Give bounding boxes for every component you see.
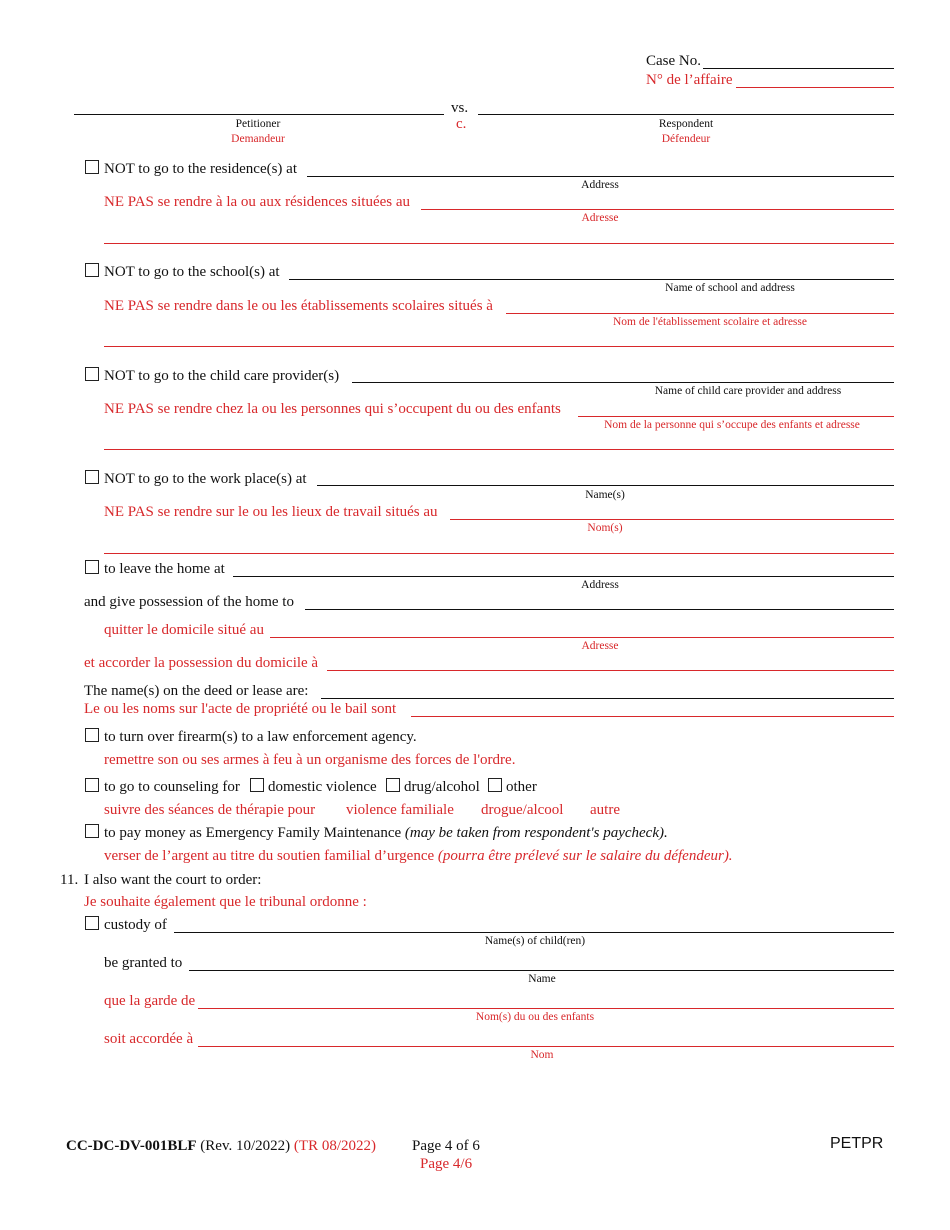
residence-address-field-fr[interactable] <box>421 209 894 210</box>
case-no-label: Case No. <box>646 53 701 69</box>
money-note: (may be taken from respondent's paycheck). <box>404 825 668 841</box>
granted-field-fr[interactable] <box>198 1046 894 1047</box>
work-checkbox[interactable] <box>85 470 99 484</box>
respondent-caption-fr: Défendeur <box>661 133 711 145</box>
deed-field[interactable] <box>321 698 894 699</box>
domestic-violence-label: domestic violence <box>268 779 377 795</box>
vs-label-fr: c. <box>456 116 467 132</box>
money-label-fr: verser de l’argent au titre du soutien familial d’urgence <box>104 848 435 864</box>
footer-tr: (TR 08/2022) <box>293 1138 376 1154</box>
home-caption-fr: Adresse <box>581 640 619 652</box>
home-address-field-fr[interactable] <box>270 637 894 638</box>
money-line <box>104 825 668 842</box>
section-11-heading-fr: Je souhaite également que le tribunal ordonne : <box>84 894 367 910</box>
section-11-heading: I also want the court to order: <box>84 872 262 888</box>
other-label-fr: autre <box>590 802 620 818</box>
firearms-label-fr: remettre son ou ses armes à feu à un organisme des forces de l'ordre. <box>104 752 516 768</box>
footer-code: PETPR <box>830 1135 884 1152</box>
school-caption: Name of school and address <box>665 282 795 294</box>
domestic-violence-label-fr: violence familiale <box>346 802 454 818</box>
home-possession-field[interactable] <box>305 609 894 610</box>
school-checkbox[interactable] <box>85 263 99 277</box>
deed-label: The name(s) on the deed or lease are: <box>84 683 309 699</box>
home-checkbox[interactable] <box>85 560 99 574</box>
case-no-field[interactable] <box>703 68 894 69</box>
school-extra-line[interactable] <box>104 346 894 347</box>
work-label-fr: NE PAS se rendre sur le ou les lieux de travail situés au <box>104 504 438 520</box>
other-label: other <box>506 779 537 795</box>
footer-page: Page 4 of 6 <box>412 1138 480 1154</box>
vs-label: vs. <box>451 100 469 116</box>
school-label-fr: NE PAS se rendre dans le ou les établissements scolaires situés à <box>104 298 493 314</box>
custody-label-fr: que la garde de <box>104 993 196 1009</box>
custody-field-fr[interactable] <box>198 1008 894 1009</box>
residence-address-field[interactable] <box>307 176 894 177</box>
residence-label-fr: NE PAS se rendre à la ou aux résidences situées au <box>104 194 411 210</box>
residence-checkbox[interactable] <box>85 160 99 174</box>
money-line-fr <box>104 848 733 865</box>
work-extra-line[interactable] <box>104 553 894 554</box>
case-no-field-fr[interactable] <box>736 87 894 88</box>
custody-checkbox[interactable] <box>85 916 99 930</box>
footer-rev: (Rev. 10/2022) <box>200 1138 291 1154</box>
childcare-field[interactable] <box>352 382 894 383</box>
work-caption: Name(s) <box>585 489 625 501</box>
home-label-fr: quitter le domicile situé au <box>104 622 264 638</box>
money-checkbox[interactable] <box>85 824 99 838</box>
petitioner-caption: Petitioner <box>235 118 281 130</box>
drug-alcohol-checkbox[interactable] <box>386 778 400 792</box>
home-possession-field-fr[interactable] <box>327 670 894 671</box>
petitioner-field[interactable] <box>74 114 444 115</box>
footer-page-fr: Page 4/6 <box>420 1156 473 1172</box>
home-label: to leave the home at <box>104 561 225 577</box>
childcare-field-fr[interactable] <box>578 416 894 417</box>
granted-caption: Name <box>528 973 556 985</box>
home-caption: Address <box>581 579 619 591</box>
granted-field[interactable] <box>189 970 894 971</box>
residence-label: NOT to go to the residence(s) at <box>104 161 298 177</box>
childcare-label-fr: NE PAS se rendre chez la ou les personnes qui s’occupent du ou des enfants <box>104 401 561 417</box>
residence-caption-fr: Adresse <box>581 212 619 224</box>
work-field[interactable] <box>317 485 894 486</box>
custody-caption-fr: Nom(s) du ou des enfants <box>475 1011 595 1023</box>
footer-form-id: CC-DC-DV-001BLF <box>66 1138 197 1154</box>
school-label: NOT to go to the school(s) at <box>104 264 280 280</box>
counseling-checkbox[interactable] <box>85 778 99 792</box>
drug-alcohol-label: drug/alcohol <box>404 779 480 795</box>
deed-field-fr[interactable] <box>411 716 894 717</box>
custody-label: custody of <box>104 917 167 933</box>
domestic-violence-checkbox[interactable] <box>250 778 264 792</box>
respondent-caption: Respondent <box>658 118 714 130</box>
section-11-number: 11. <box>60 872 79 888</box>
other-checkbox[interactable] <box>488 778 502 792</box>
home-possession-label-fr: et accorder la possession du domicile à <box>84 655 319 671</box>
childcare-caption: Name of child care provider and address <box>654 385 842 397</box>
work-label: NOT to go to the work place(s) at <box>104 471 307 487</box>
counseling-label: to go to counseling for <box>104 779 240 795</box>
childcare-caption-fr: Nom de la personne qui s’occupe des enfants et adresse <box>604 419 860 431</box>
counseling-label-fr: suivre des séances de thérapie pour <box>104 802 316 818</box>
respondent-field[interactable] <box>478 114 894 115</box>
drug-alcohol-label-fr: drogue/alcool <box>481 802 564 818</box>
school-field[interactable] <box>289 279 894 280</box>
money-note-fr: (pourra être prélevé sur le salaire du défendeur). <box>437 848 733 864</box>
childcare-label: NOT to go to the child care provider(s) <box>104 368 340 384</box>
deed-label-fr: Le ou les noms sur l'acte de propriété ou le bail sont <box>84 701 397 717</box>
home-possession-label: and give possession of the home to <box>84 594 294 610</box>
childcare-checkbox[interactable] <box>85 367 99 381</box>
firearms-checkbox[interactable] <box>85 728 99 742</box>
case-no-label-fr: N° de l’affaire <box>646 72 733 88</box>
petitioner-caption-fr: Demandeur <box>231 133 285 145</box>
school-field-fr[interactable] <box>506 313 894 314</box>
school-caption-fr: Nom de l'établissement scolaire et adresse <box>613 316 807 328</box>
granted-label: be granted to <box>104 955 183 971</box>
granted-label-fr: soit accordée à <box>104 1031 194 1047</box>
work-caption-fr: Nom(s) <box>587 522 623 534</box>
custody-field[interactable] <box>174 932 894 933</box>
custody-caption: Name(s) of child(ren) <box>484 935 586 947</box>
work-field-fr[interactable] <box>450 519 894 520</box>
home-address-field[interactable] <box>233 576 894 577</box>
childcare-extra-line[interactable] <box>104 449 894 450</box>
granted-caption-fr: Nom <box>530 1049 554 1061</box>
footer-form-id-line <box>66 1138 376 1155</box>
residence-extra-line[interactable] <box>104 243 894 244</box>
residence-caption: Address <box>581 179 619 191</box>
firearms-label: to turn over firearm(s) to a law enforcement agency. <box>104 729 417 745</box>
money-label: to pay money as Emergency Family Maintenance <box>104 825 402 841</box>
